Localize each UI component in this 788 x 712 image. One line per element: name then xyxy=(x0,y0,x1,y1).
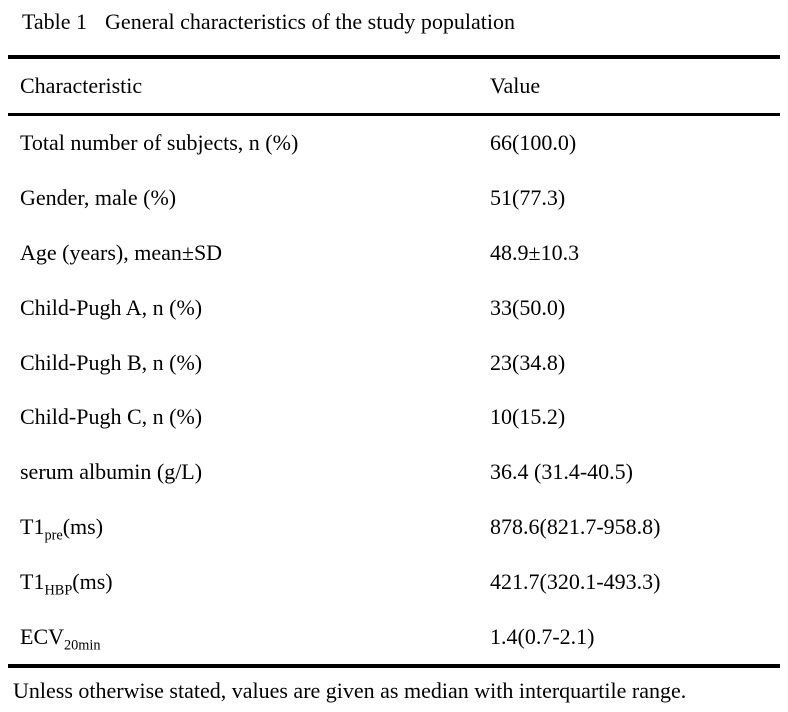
table-row xyxy=(0,554,788,609)
value-cell: 36.4 (31.4-40.5) xyxy=(490,459,633,485)
characteristic-cell: Child-Pugh B, n (%) xyxy=(20,349,203,375)
characteristic-cell: $T1_{pre}(ms)$ xyxy=(20,513,104,544)
value-cell: 878.6(821.7-958.8) xyxy=(490,513,661,539)
table-number: Table 1 xyxy=(22,9,88,34)
header-row xyxy=(0,59,788,113)
characteristic-cell: Gender, male (%) xyxy=(20,185,177,211)
value-cell: 23(34.8) xyxy=(490,349,566,375)
value-cell: 51(77.3) xyxy=(490,185,566,211)
table-caption: General characteristics of the study population xyxy=(105,9,515,34)
value-cell: 421.7(320.1-493.3) xyxy=(490,568,661,594)
characteristic-cell: Age (years), mean±SD xyxy=(20,239,223,265)
characteristic-cell: Total number of subjects, n (%) xyxy=(20,130,299,156)
column-header-value: Value xyxy=(490,73,541,98)
characteristic-cell: Child-Pugh C, n (%) xyxy=(20,404,203,430)
value-cell: 48.9±10.3 xyxy=(490,239,580,265)
table-row xyxy=(0,171,788,226)
table-row xyxy=(0,609,788,664)
value-cell: 1.4(0.7-2.1) xyxy=(490,623,595,649)
characteristic-cell: Child-Pugh A, n (%) xyxy=(20,294,203,320)
value-cell: 66(100.0) xyxy=(490,130,577,156)
table-footnote: Unless otherwise stated, values are given as median with interquartile range. xyxy=(13,678,687,703)
characteristic-cell: $T1_{HBP}(ms)$ xyxy=(20,568,113,599)
table-row xyxy=(0,116,788,171)
table-title xyxy=(0,0,788,55)
value-cell: 33(50.0) xyxy=(490,294,566,320)
table-row xyxy=(0,500,788,555)
table-row xyxy=(0,280,788,335)
table-body xyxy=(0,116,788,664)
characteristic-cell: serum albumin (g/L) xyxy=(20,459,203,485)
table-row xyxy=(0,226,788,281)
characteristic-cell: $ECV_{20min}$ xyxy=(20,623,101,653)
table-row xyxy=(0,390,788,445)
table-row xyxy=(0,335,788,390)
value-cell: 10(15.2) xyxy=(490,404,566,430)
table-row xyxy=(0,445,788,500)
column-header-characteristic: Characteristic xyxy=(20,73,143,98)
